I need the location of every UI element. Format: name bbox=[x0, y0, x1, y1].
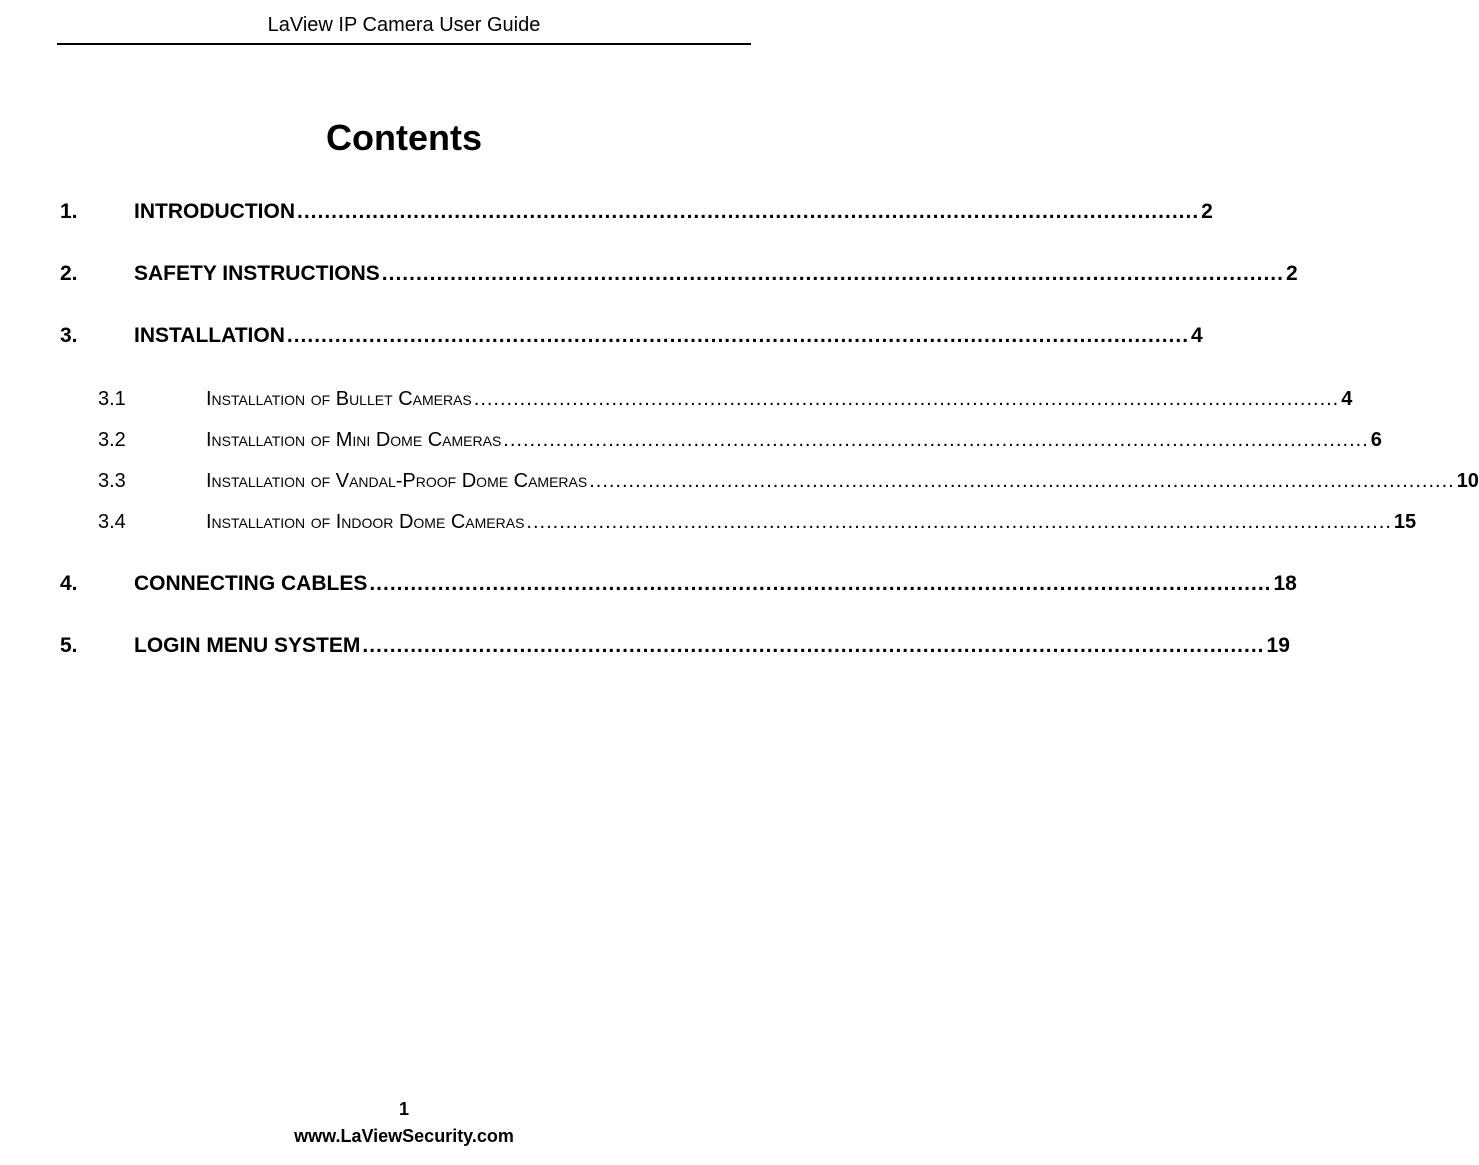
toc-dot-leader: .................................................................................................................................... bbox=[286, 324, 1190, 347]
toc-entry-number: 3.1 bbox=[98, 388, 126, 410]
toc-entry-login-menu-system[interactable] bbox=[60, 630, 1290, 660]
toc-entry-label: INSTALLATION bbox=[134, 324, 285, 347]
toc-entry-number: 3. bbox=[60, 324, 78, 347]
toc-dot-leader: .................................................................................................................................... bbox=[362, 634, 1265, 657]
running-header: LaView IP Camera User Guide bbox=[57, 12, 751, 45]
page-number: 1 bbox=[398, 1099, 409, 1119]
toc-entry-label: Installation of Bullet Cameras bbox=[206, 388, 472, 410]
toc-entry-label: SAFETY INSTRUCTIONS bbox=[134, 262, 380, 285]
toc-entry-page: 19 bbox=[1266, 634, 1290, 657]
toc-entry-page: 2 bbox=[1285, 262, 1298, 285]
toc-entry-indoor-dome-cameras[interactable] bbox=[98, 506, 1417, 536]
toc-entry-vandal-proof-dome-cameras[interactable] bbox=[98, 465, 1479, 495]
toc-entry-safety-instructions[interactable] bbox=[60, 258, 1298, 288]
toc-entry-bullet-cameras[interactable] bbox=[98, 383, 1353, 413]
toc-dot-leader: .................................................................................................................................... bbox=[297, 200, 1200, 223]
toc-entry-label: Installation of Indoor Dome Cameras bbox=[206, 511, 525, 533]
toc-dot-leader: .................................................................................................................................... bbox=[473, 388, 1340, 410]
toc-entry-page: 2 bbox=[1201, 200, 1213, 223]
contents-heading: Contents bbox=[326, 117, 482, 158]
toc-entry-number: 4. bbox=[60, 572, 78, 595]
toc-entry-number: 2. bbox=[60, 262, 78, 285]
toc-entry-label: CONNECTING CABLES bbox=[134, 572, 368, 595]
toc-entry-number: 3.4 bbox=[98, 511, 126, 533]
toc-entry-page: 4 bbox=[1191, 324, 1203, 347]
footer-website: www.LaViewSecurity.com bbox=[294, 1126, 514, 1146]
toc-entry-label: Installation of Vandal-Proof Dome Cameras bbox=[206, 470, 588, 492]
toc-entry-mini-dome-cameras[interactable] bbox=[98, 424, 1382, 454]
toc-dot-leader: .................................................................................................................................... bbox=[503, 429, 1369, 451]
toc-dot-leader: .................................................................................................................................... bbox=[526, 511, 1392, 533]
toc-dot-leader: .................................................................................................................................... bbox=[589, 470, 1455, 492]
toc-entry-page: 18 bbox=[1273, 572, 1297, 595]
toc-entry-page: 4 bbox=[1341, 388, 1353, 410]
toc-entry-connecting-cables[interactable] bbox=[60, 568, 1297, 598]
toc-entry-number: 1. bbox=[60, 200, 78, 223]
toc-entry-label: INTRODUCTION bbox=[134, 200, 295, 223]
toc-entry-number: 3.3 bbox=[98, 470, 126, 492]
toc-entry-introduction[interactable] bbox=[60, 196, 1213, 226]
toc-entry-installation[interactable] bbox=[60, 320, 1203, 350]
toc-entry-page: 15 bbox=[1393, 511, 1417, 533]
toc-entry-page: 10 bbox=[1456, 470, 1479, 492]
toc-entry-label: LOGIN MENU SYSTEM bbox=[134, 634, 361, 657]
toc-entry-number: 5. bbox=[60, 634, 78, 657]
toc-entry-page: 6 bbox=[1370, 429, 1382, 451]
toc-entry-label: Installation of Mini Dome Cameras bbox=[206, 429, 502, 451]
toc-dot-leader: .................................................................................................................................... bbox=[381, 262, 1284, 285]
toc-dot-leader: .................................................................................................................................... bbox=[369, 572, 1272, 595]
toc-entry-number: 3.2 bbox=[98, 429, 126, 451]
